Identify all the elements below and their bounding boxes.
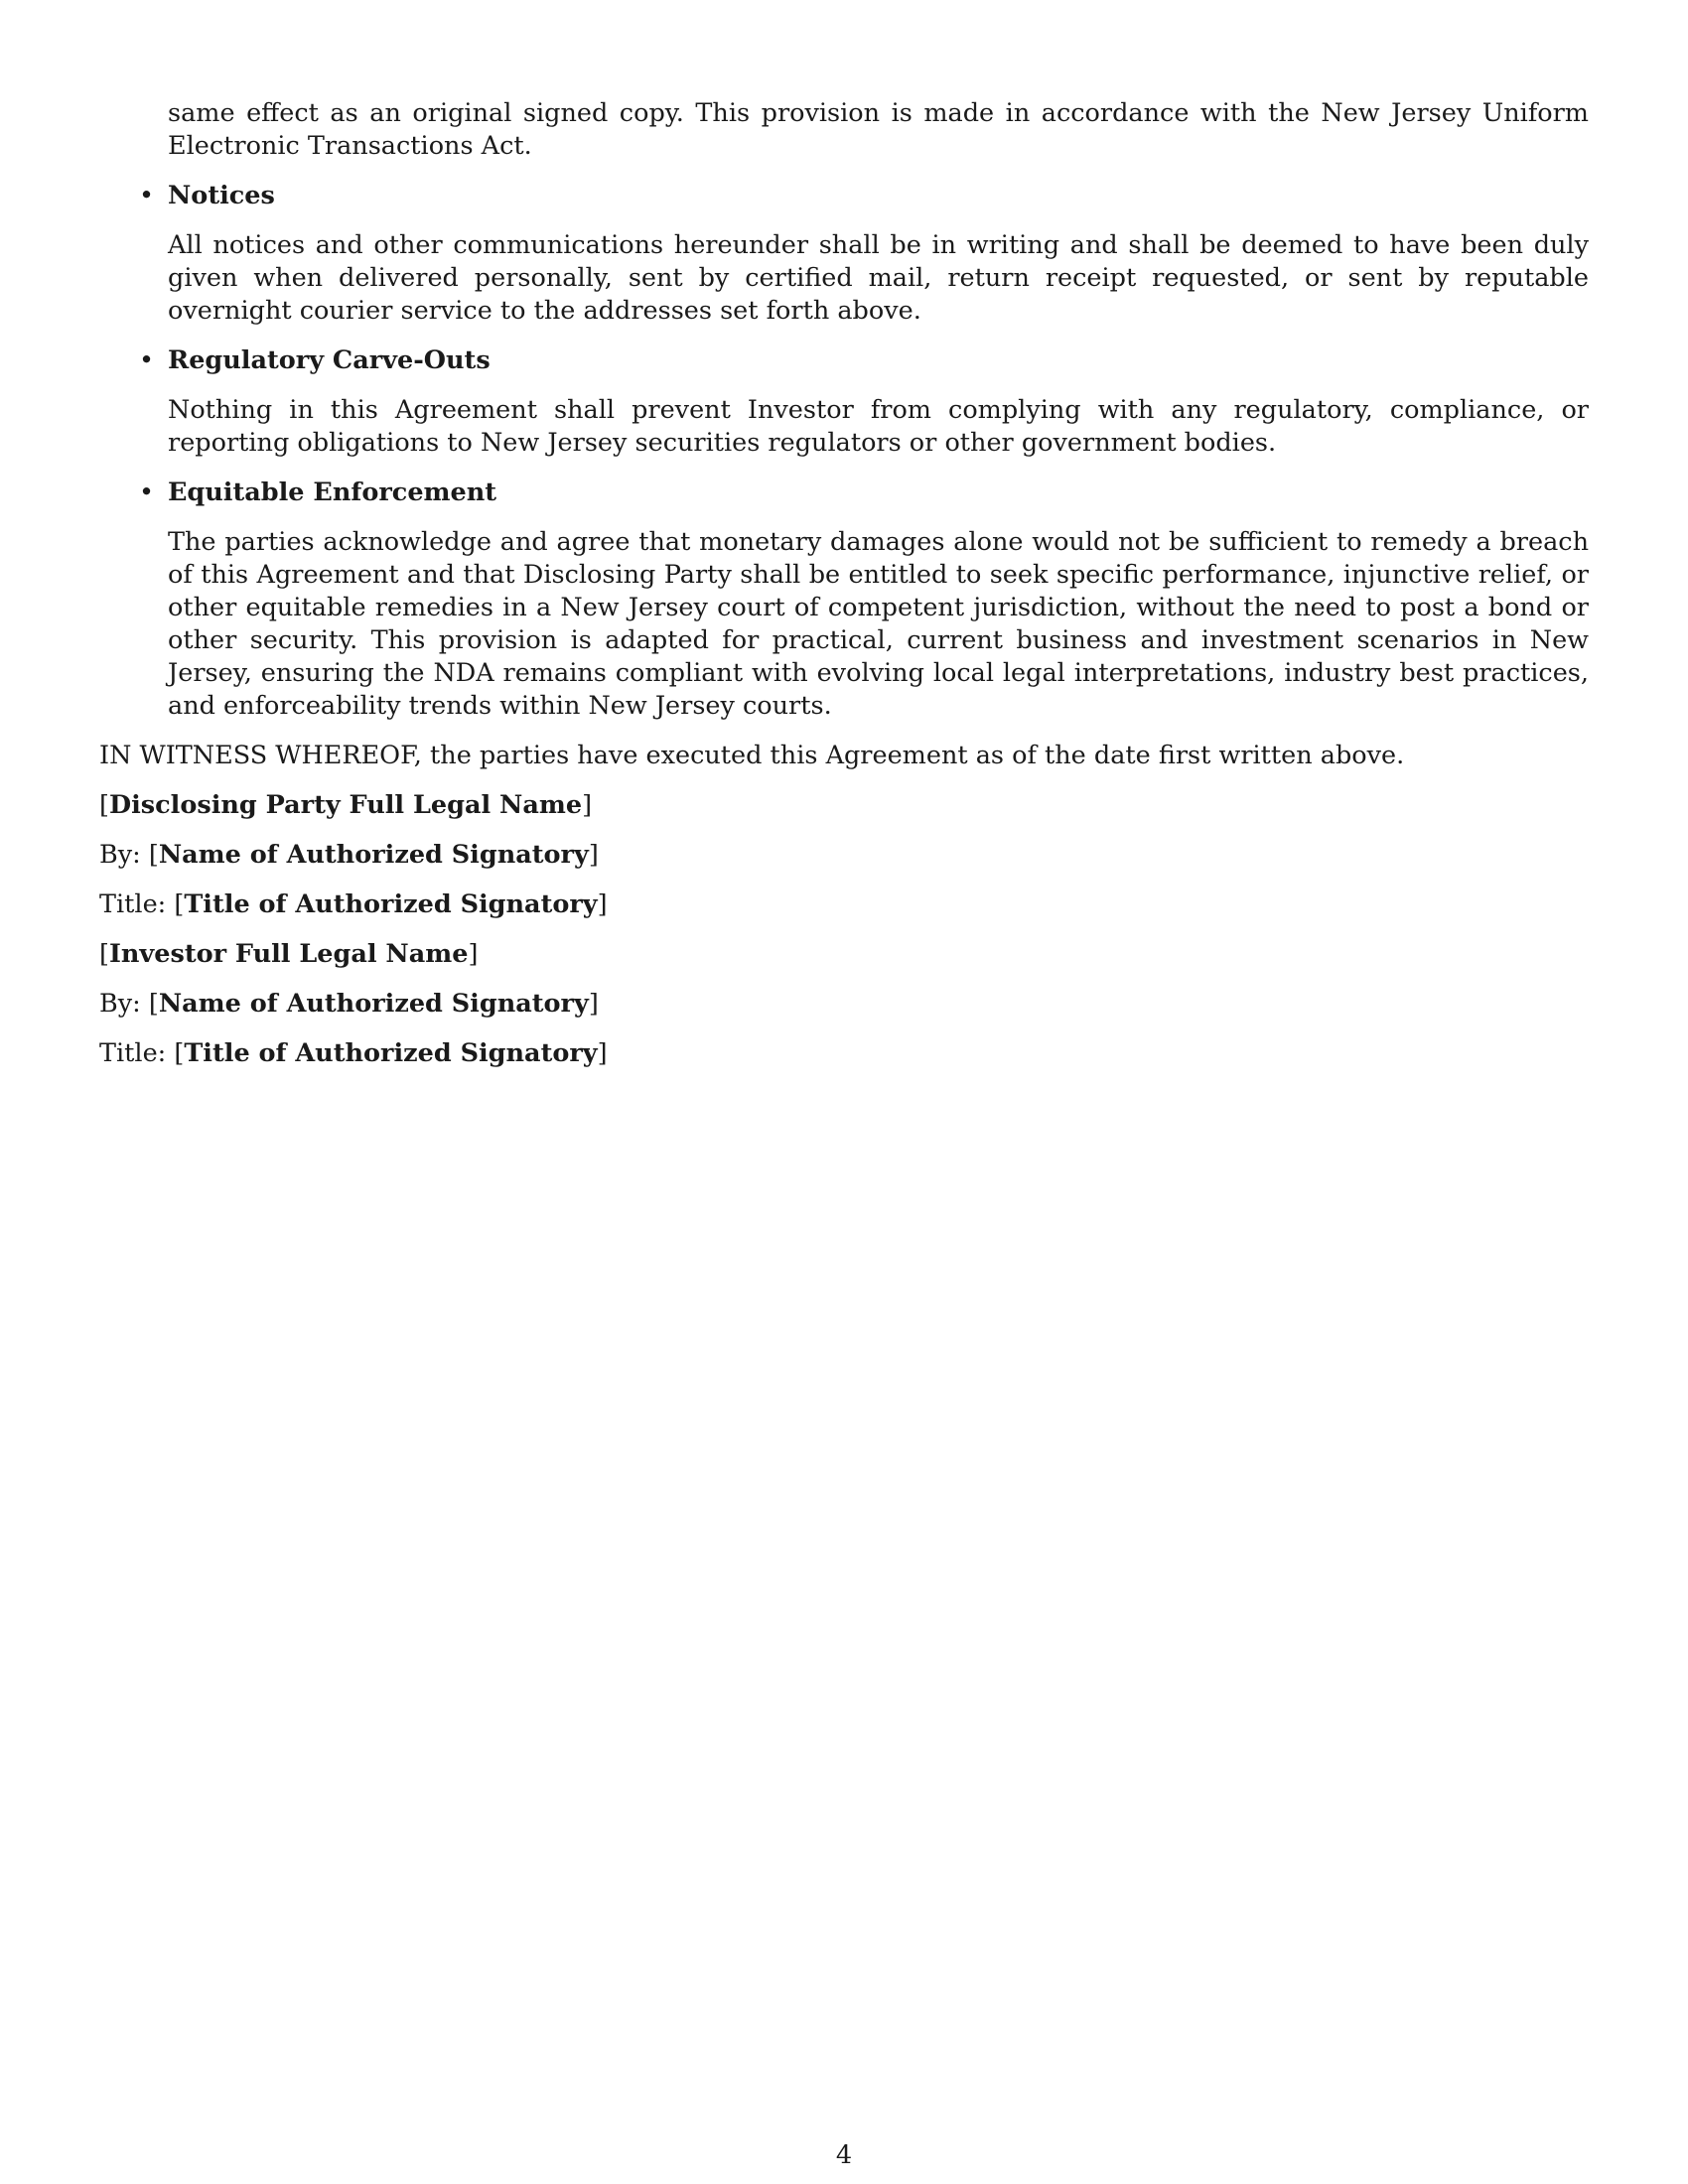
- intro-continuation-paragraph: same effect as an original signed copy. This provision is made in accordance with the New Jersey Uniform Electronic Transactions Act.: [168, 98, 1589, 161]
- by-label: By:: [99, 989, 141, 1019]
- party1-by-value: Name of Authorized Signatory: [158, 840, 589, 870]
- title-label: Title:: [99, 889, 167, 919]
- witness-clause: IN WITNESS WHEREOF, the parties have executed this Agreement as of the date first written above.: [99, 741, 1405, 770]
- signature-party2-name: [Investor Full Legal Name]: [99, 939, 479, 969]
- section-body: All notices and other communications hereunder shall be in writing and shall be deemed to have been duly given when delivered personally, sent by certified mail, return receipt requested, or sent by reputable overnight courier service to the addresses set forth above.: [168, 230, 1589, 326]
- party2-by-value: Name of Authorized Signatory: [158, 989, 589, 1019]
- signature-party2-title: Title: [Title of Authorized Signatory]: [99, 1038, 608, 1068]
- section-heading: Equitable Enforcement: [168, 478, 497, 507]
- signature-party1-name: [Disclosing Party Full Legal Name]: [99, 790, 593, 820]
- by-label: By:: [99, 840, 141, 870]
- section-heading: Regulatory Carve-Outs: [168, 345, 491, 375]
- section-heading: Notices: [168, 181, 275, 210]
- section-regulatory-carve-outs: [139, 344, 1589, 460]
- title-label: Title:: [99, 1038, 167, 1068]
- party1-name-value: Disclosing Party Full Legal Name: [108, 790, 583, 820]
- bullet-icon: •: [139, 478, 155, 507]
- section-body: The parties acknowledge and agree that monetary damages alone would not be sufficient to remedy a breach of this Agreement and that Disclosing Party shall be entitled to seek specific performance, injunctive relief, or other equitable remedies in a New Jersey court of competent jurisdiction, without the need to post a bond or other security. This provision is adapted for practical, current business and investment scenarios in New Jersey, ensuring the NDA remains compliant with evolving local legal interpretations, industry best practices, and enforceability trends within New Jersey courts.: [168, 527, 1589, 721]
- bullet-icon: •: [139, 345, 155, 375]
- party1-title-value: Title of Authorized Signatory: [184, 889, 598, 919]
- party2-name-value: Investor Full Legal Name: [108, 939, 469, 969]
- signature-party2-by: By: [Name of Authorized Signatory]: [99, 989, 599, 1019]
- party2-title-value: Title of Authorized Signatory: [184, 1038, 598, 1068]
- section-body: Nothing in this Agreement shall prevent Investor from complying with any regulatory, compliance, or reporting obligations to New Jersey securities regulators or other government bodies.: [168, 395, 1589, 458]
- signature-party1-by: By: [Name of Authorized Signatory]: [99, 840, 599, 870]
- section-notices: [139, 180, 1589, 328]
- page-number: 4: [835, 2140, 853, 2170]
- section-equitable-enforcement: [139, 477, 1589, 723]
- signature-party1-title: Title: [Title of Authorized Signatory]: [99, 889, 608, 919]
- document-body: [99, 97, 1589, 1070]
- bullet-icon: •: [139, 181, 155, 210]
